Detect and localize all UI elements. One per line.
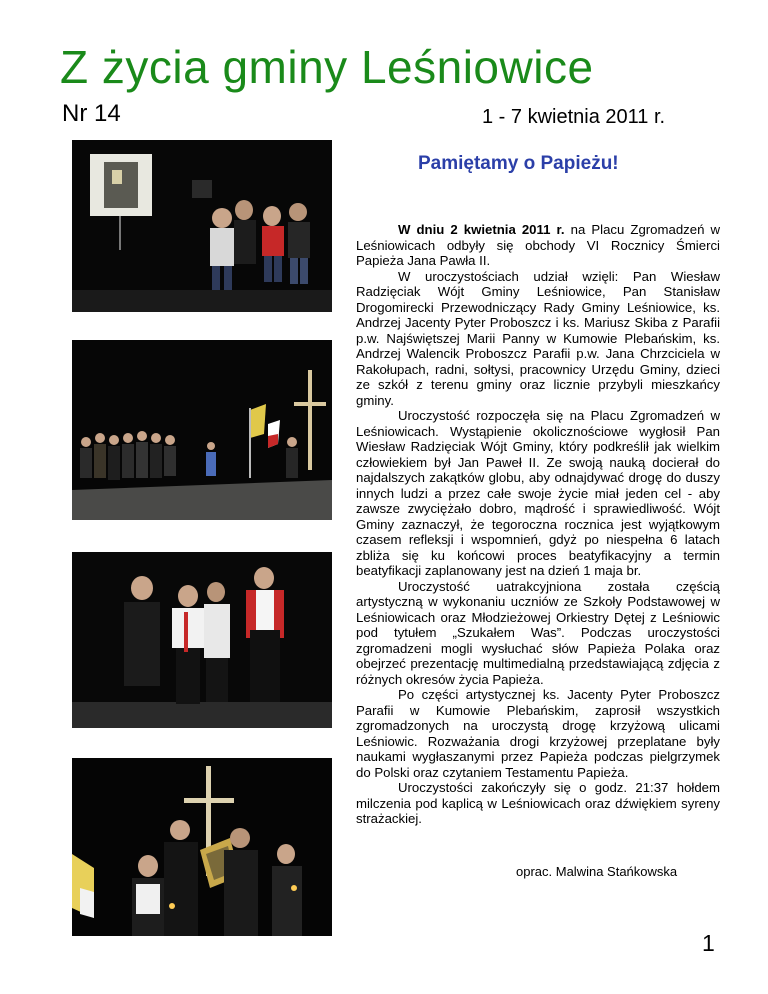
article-paragraph-1-text: na Placu Zgromadzeń w Leśniowicach odbyły się obchody VI Rocznicy Śmierci Papieża Jana Pawła II. bbox=[356, 222, 720, 268]
article-date-lead: W dniu 2 kwietnia 2011 r. bbox=[398, 222, 565, 237]
article-paragraph-5: Po części artystycznej ks. Jacenty Pyter Proboszcz Parafii w Kumowie Plebańskim, zaprosił wszystkich zgromadzonych na uroczystą drogę krzyżową ulicami Leśniowic. Rozważania drogi krzyżowej przeplatane były naukami wygłaszanymi przez Papieża podczas pielgrzymek do Polski oraz czytaniem Testamentu Papieża. bbox=[356, 687, 720, 780]
page-number: 1 bbox=[702, 930, 715, 956]
issue-date: 1 - 7 kwietnia 2011 r. bbox=[482, 106, 666, 128]
photo-projection-screen bbox=[72, 140, 332, 312]
article-paragraph-4: Uroczystość uatrakcyjniona została częścią artystyczną w wykonaniu uczniów ze Szkoły Podstawowej w Leśniowicach oraz Młodzieżowej Orkiestry Dętej z Leśniowic pod tytułem „Szukałem Was”. Podczas uroczystości zgromadzeni mogli wysłuchać słów Papieża Polaka oraz obejrzeć prezentację multimedialną przedstawiającą zdjęcia z różnych okresów życia Papieża. bbox=[356, 578, 720, 687]
photo-crowd-square bbox=[72, 340, 332, 520]
article-paragraph-3: Uroczystość rozpoczęła się na Placu Zgromadzeń w Leśniowicach. Wystąpienie okolicznościowe wygłosił Pan Wiesław Radzięciak Wójt Gminy, który podkreślił jak wielkim człowiekiem był Jan Paweł II. Ze swoją nauką docierał do najdalszych zakątków globu, aby odnajdywać drogę do duszy innych ludzi a przez całe swoje życie miał jeden cel - aby zawsze zwyciężało dobro, mądrość i sprawiedliwość. Wójt Gminy zaznaczył, że tegoroczna rocznica jest wyjątkowym czasem refleksji i wspomnień, gdyż po niespełna 6 latach zbliża się ku końcowi proces beatyfikacyjny a termin beatyfikacji zaplanowany jest na dzień 1 maja br. bbox=[356, 408, 720, 578]
article-paragraph-2: W uroczystościach udział wzięli: Pan Wiesław Radzięciak Wójt Gminy Leśniowice, Pan Stanisław Drogomirecki Przewodniczący Rady Gminy Leśniowice, ks. Andrzej Jacenty Pyter Proboszcz i ks. Mariusz Skiba z Parafii p.w. Najświętszej Marii Panny w Kumowie Plebańskim, ks. Andrzej Walencik Proboszcz Parafii p.w. Jana Chrzciciela w Rakołupach, radni, sołtysi, pracownicy Urzędu Gminy, dzieci ze szkół z terenu gminy oraz licznie przybyli mieszkańcy gminy. bbox=[356, 268, 720, 408]
article-title: Pamiętamy o Papieżu! bbox=[418, 153, 619, 174]
article-paragraph-6: Uroczystości zakończyły się o godz. 21:37 hołdem milczenia pod kaplicą w Leśniowicach oraz dźwiękiem syreny strażackiej. bbox=[356, 780, 720, 826]
photo-clergy bbox=[72, 552, 332, 728]
newsletter-title: Z życia gminy Leśniowice bbox=[60, 41, 594, 93]
author-credit: oprac. Malwina Stańkowska bbox=[516, 864, 678, 879]
photo-procession bbox=[72, 758, 332, 936]
article-paragraph-1 bbox=[356, 222, 720, 269]
article-body bbox=[356, 222, 720, 827]
issue-number: Nr 14 bbox=[62, 100, 121, 127]
